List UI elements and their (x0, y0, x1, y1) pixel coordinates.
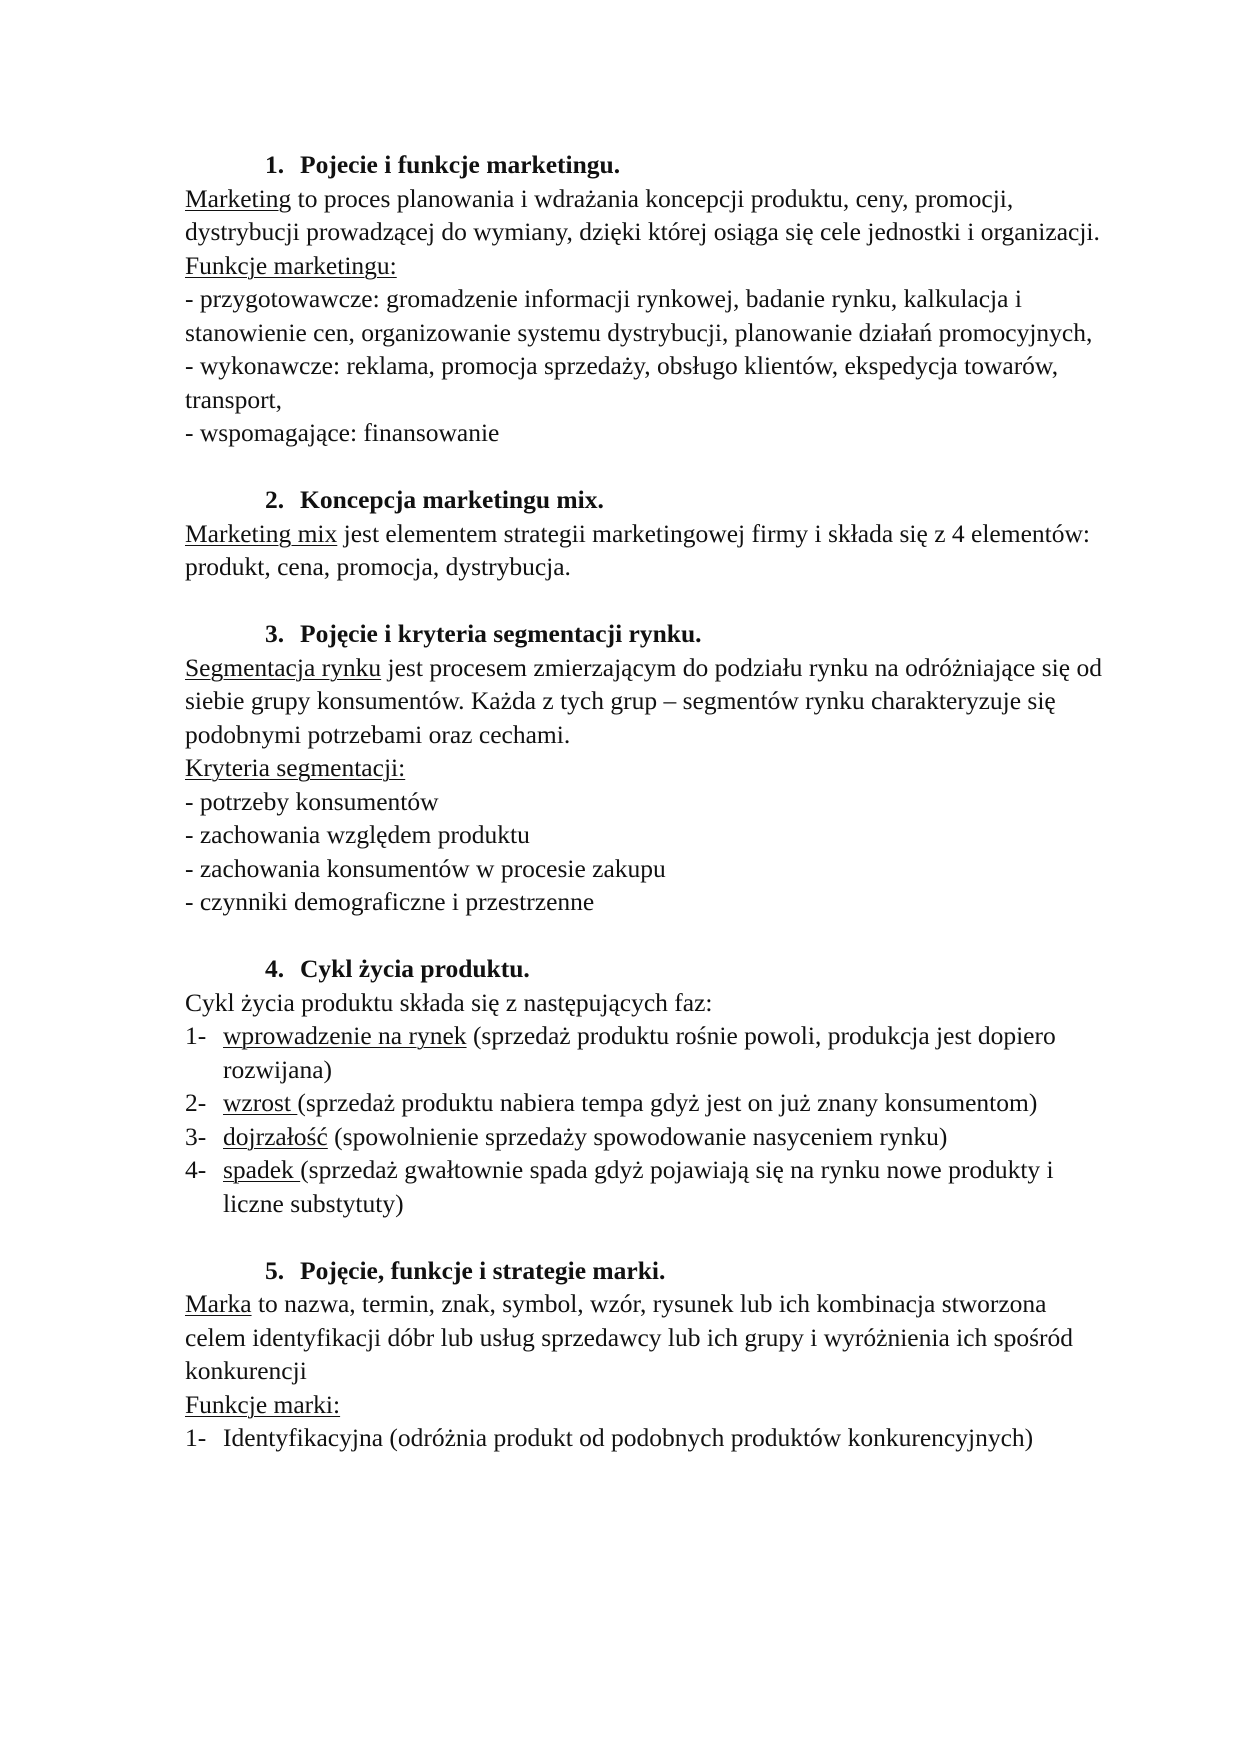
section-1 (185, 148, 1105, 450)
section-heading (265, 1254, 1105, 1288)
phase-term: spadek (223, 1155, 301, 1184)
phase-text: (sprzedaż produktu nabiera tempa gdyż jest on już znany konsumentom) (297, 1088, 1038, 1117)
phase-marker: 1- (185, 1021, 207, 1050)
section-4 (185, 952, 1105, 1220)
definition-paragraph (185, 517, 1105, 584)
section-heading (265, 148, 1105, 182)
section-number: 3. (265, 619, 285, 648)
section-title: Pojecie i funkcje marketingu. (300, 150, 621, 179)
section-number: 4. (265, 954, 285, 983)
definition-text: jest elementem strategii marketingowej firmy i składa się z 4 elementów: produkt, cena, promocja, dystrybucja. (185, 518, 1090, 581)
list-item: - zachowania konsumentów w procesie zakupu (185, 853, 666, 883)
phase-item (185, 1153, 1105, 1220)
phase-marker: 3- (185, 1121, 207, 1151)
section-number: 2. (265, 485, 285, 514)
phase-term: wzrost (223, 1088, 298, 1117)
phase-term: wprowadzenie na rynek (223, 1021, 467, 1050)
definition-paragraph (185, 651, 1105, 752)
definition-term: Marketing (185, 183, 292, 213)
phase-text: (sprzedaż gwałtownie spada gdyż pojawiają się na rynku nowe produkty i liczne substytuty) (223, 1155, 1054, 1218)
list-item: - potrzeby konsumentów (185, 786, 439, 816)
section-title: Pojęcie i kryteria segmentacji rynku. (300, 619, 702, 648)
phase-marker: 2- (185, 1088, 207, 1117)
subheading: Funkcje marketingu: (185, 250, 397, 280)
subheading: Kryteria segmentacji: (185, 753, 406, 782)
list-item: - wykonawcze: reklama, promocja sprzedaży, obsługo klientów, ekspedycja towarów, transport, (185, 351, 1059, 414)
section-title: Pojęcie, funkcje i strategie marki. (300, 1255, 666, 1285)
definition-text: jest procesem zmierzającym do podziału rynku na odróżniające się od siebie grupy konsumentów. Każda z tych grup – segmentów rynku charakteryzuje się podobnymi potrzebami oraz cechami. (185, 652, 1102, 749)
section-heading (265, 483, 1105, 517)
section-number: 5. (265, 1255, 285, 1285)
definition-term: Marka (185, 1289, 252, 1318)
list-item: - przygotowawcze: gromadzenie informacji rynkowej, badanie rynku, kalkulacja i stanowienie cen, organizowanie systemu dystrybucji, planowanie działań promocyjnych, (185, 284, 1093, 347)
definition-paragraph (185, 1287, 1105, 1388)
section-2 (185, 483, 1105, 584)
phase-term: dojrzałość (223, 1121, 328, 1151)
section-title: Koncepcja marketingu mix. (300, 485, 604, 514)
definition-term: Segmentacja rynku (185, 652, 382, 682)
section-3 (185, 617, 1105, 919)
definition-text: to nazwa, termin, znak, symbol, wzór, rysunek lub ich kombinacja stworzona celem identyfikacji dóbr lub usług sprzedawcy lub ich grupy i wyróżnienia ich spośród konkurencji (185, 1289, 1074, 1385)
section-5 (185, 1254, 1105, 1455)
phase-text: (spowolnienie sprzedaży spowodowanie nasyceniem rynku) (327, 1121, 948, 1151)
phase-marker: 4- (185, 1155, 207, 1184)
list-item: - wspomagające: finansowanie (185, 418, 500, 447)
phase-item (185, 1120, 1105, 1154)
section-number: 1. (265, 150, 285, 179)
phase-marker: 1- (185, 1423, 207, 1452)
phase-text: Identyfikacyjna (odróżnia produkt od podobnych produktów konkurencyjnych) (223, 1423, 1034, 1452)
definition-paragraph (185, 182, 1105, 249)
section-heading (265, 952, 1105, 986)
subheading: Funkcje marki: (185, 1389, 341, 1419)
phase-item (185, 1086, 1105, 1120)
section-title: Cykl życia produktu. (300, 954, 530, 983)
phase-text: (sprzedaż produktu rośnie powoli, produkcja jest dopiero rozwijana) (223, 1021, 1056, 1084)
phase-item (185, 1421, 1105, 1455)
document-page (185, 148, 1105, 1455)
phase-item (185, 1019, 1105, 1086)
definition-term: Marketing mix (185, 518, 338, 548)
intro-paragraph: Cykl życia produktu składa się z następujących faz: (185, 987, 713, 1017)
section-heading (265, 617, 1105, 651)
definition-text: to proces planowania i wdrażania koncepcji produktu, ceny, promocji, dystrybucji prowadzącej do wymiany, dzięki której osiąga się cele jednostki i organizacji. (185, 183, 1100, 246)
list-item: - zachowania względem produktu (185, 820, 530, 849)
list-item: - czynniki demograficzne i przestrzenne (185, 887, 595, 916)
